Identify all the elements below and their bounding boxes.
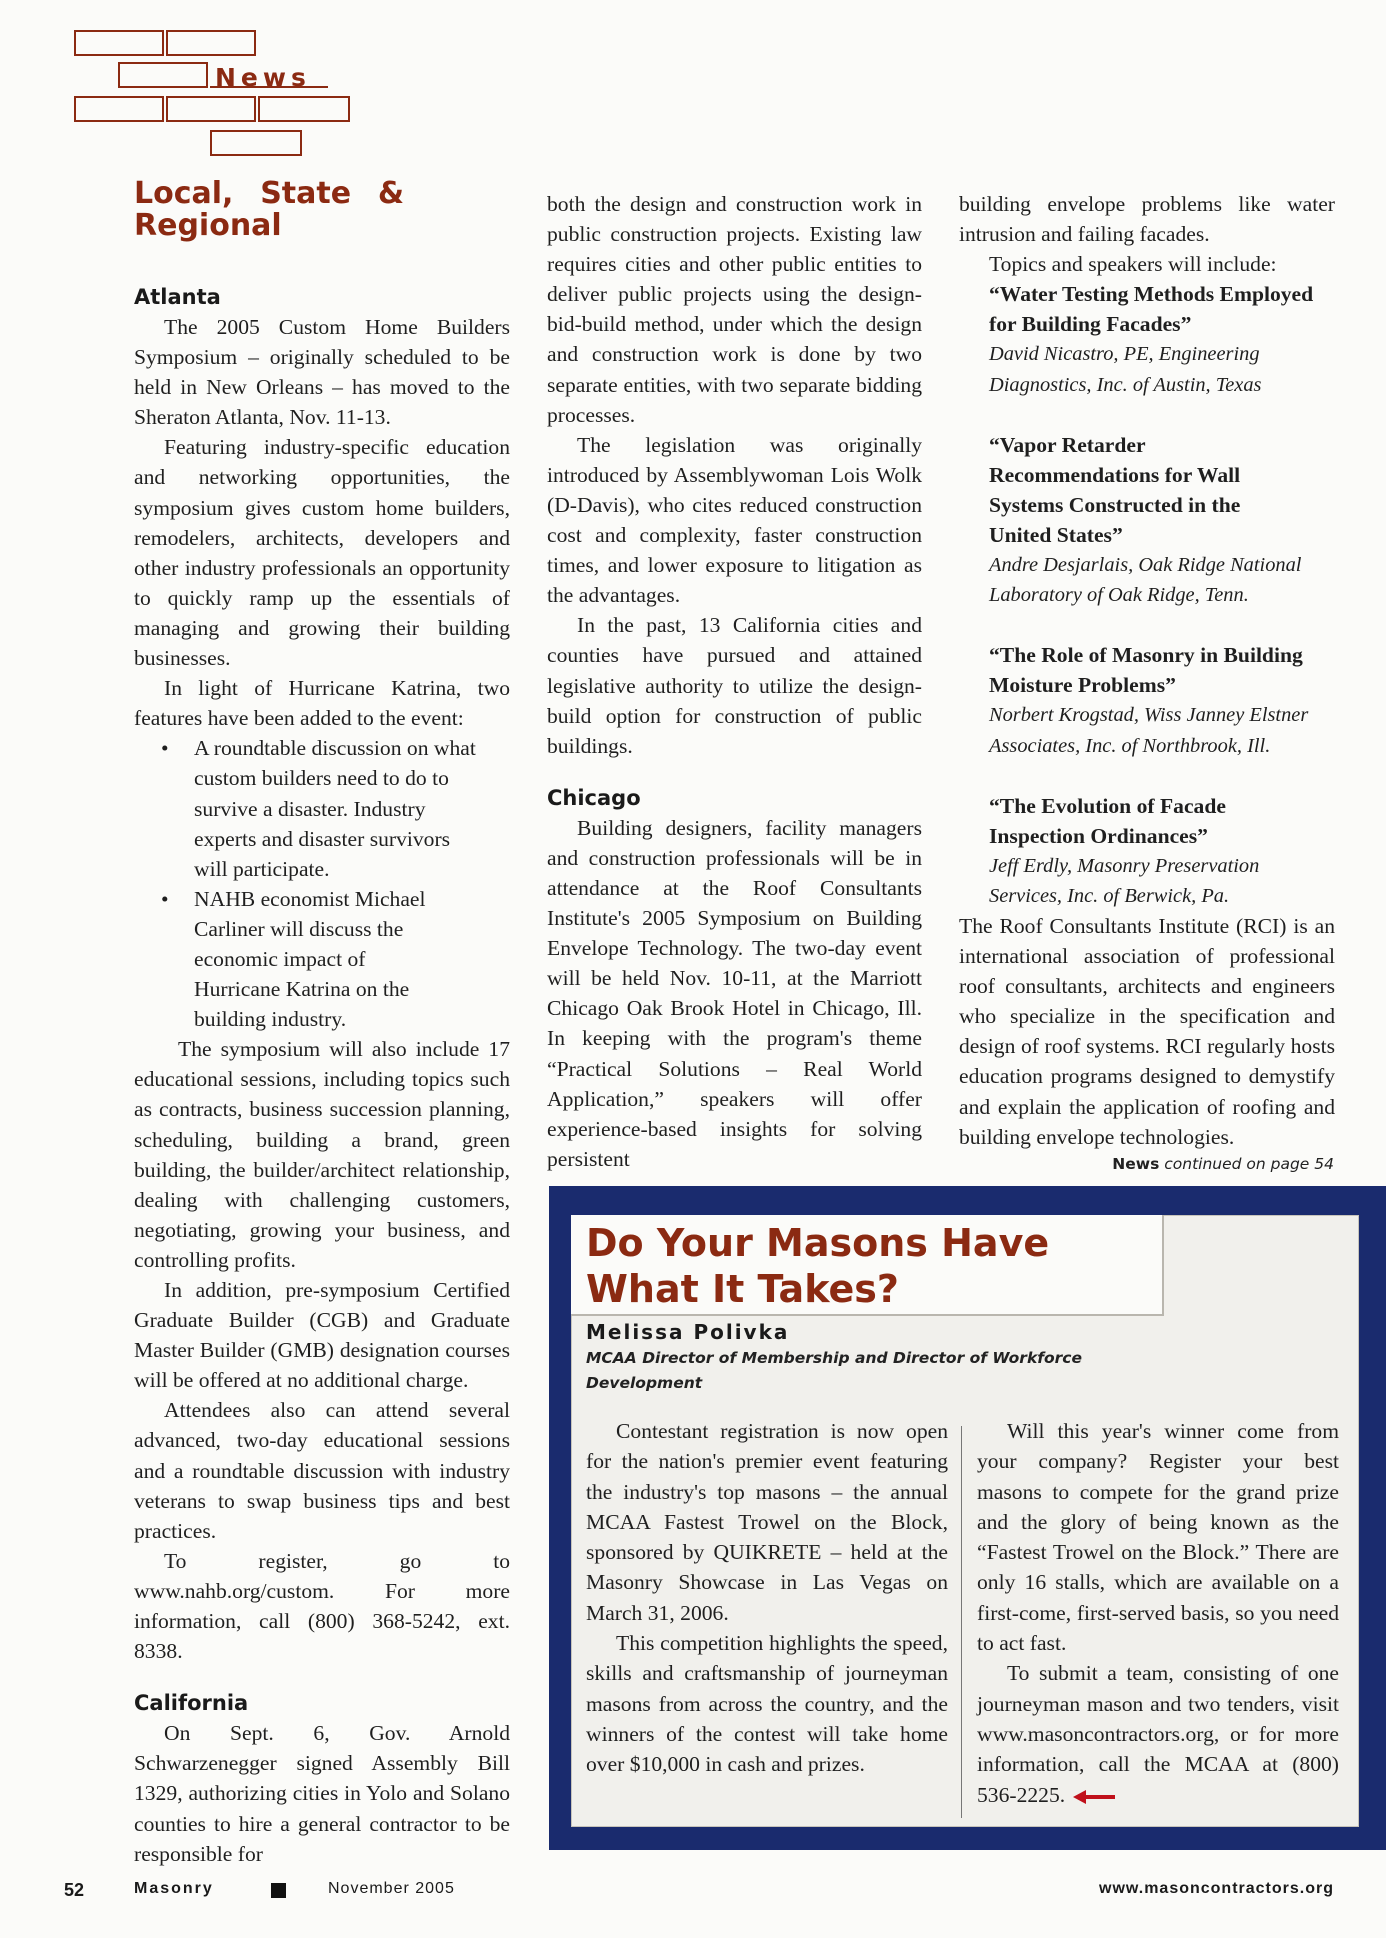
talk-item [959,791,1335,911]
talk-speaker: Andre Desjarlais, Oak Ridge National Laboratory of Oak Ridge, Tenn. [989,554,1302,607]
chicago-paragraph: building envelope problems like water intrusion and failing facades. [959,192,1335,247]
page-number: 52 [64,1880,85,1900]
talk-title: “The Role of Masonry in Building Moisture Problems” [989,643,1303,698]
arrow-left-icon [1073,1790,1115,1804]
feature-column-right [977,1416,1339,1810]
feature-title: Do Your Masons Have What It Takes? [586,1221,1050,1311]
california-paragraph: In the past, 13 California cities and counties have pursued and attained legislative authority to utilize the design-build option for construction of public buildings. [547,613,922,758]
magazine-name: Masonry [134,1880,214,1897]
talk-speaker: David Nicastro, PE, Engineering Diagnostics, Inc. of Austin, Texas [989,343,1262,396]
column-1 [134,178,510,1869]
feature-paragraph: Contestant registration is now open for the nation's premier event featuring the industry's top masons – the annual MCAA Fastest Trowel on the Block, sponsored by QUIKRETE – held at the Masonry Showcase in Las Vegas on March 31, 2006. [586,1419,948,1625]
talk-speaker: Norbert Krogstad, Wiss Janney Elstner Associates, Inc. of Northbrook, Ill. [989,704,1309,757]
chicago-heading: Chicago [547,785,641,810]
column-2 [547,189,922,1174]
feature-paragraph: This competition highlights the speed, skills and craftsmanship of journeyman masons from across the country, and the winners of the contest will take home over $10,000 in cash and prizes. [586,1631,948,1777]
talk-title: “Water Testing Methods Employed for Building Facades” [989,282,1314,337]
talk-title: “Vapor Retarder Recommendations for Wall Systems Constructed in the United States” [989,432,1241,547]
chicago-paragraph: Building designers, facility managers and construction professionals will be in attendance at the Roof Consultants Institute's 2005 Symposium on Building Envelope Technology. The two-day event will be held Nov. 10-11, at the Marriott Chicago Oak Brook Hotel in Chicago, Ill. In keeping with the program's theme “Practical Solutions – Real World Application,” speakers will offer experience-based insights for solving persistent [547,815,922,1171]
feature-author: Melissa Polivka [586,1320,790,1344]
atlanta-paragraph: The symposium will also include 17 educational sessions, including topics such as contracts, business succession planning, scheduling, building a brand, green building, the builder/architect relationship, dealing with challenging customers, negotiating, growing your business, and controlling profits. [134,1037,510,1272]
atlanta-paragraph: The 2005 Custom Home Builders Symposium – originally scheduled to be held in New Orleans – has moved to the Sheraton Atlanta, Nov. 11-13. [134,315,510,430]
talk-title: “The Evolution of Facade Inspection Ordinances” [989,793,1226,848]
atlanta-heading: Atlanta [134,285,221,309]
chicago-paragraph: The Roof Consultants Institute (RCI) is an international association of professional roof consultants, architects and engineers who specialize in the specification and design of roof systems. RCI regularly hosts education programs designed to demystify and explain the application of roofing and building envelope technologies. [959,913,1335,1149]
california-heading: California [134,1691,249,1716]
column-3 [959,189,1335,1152]
continued-label: News [1112,1155,1160,1173]
feature-column-left [586,1416,948,1780]
atlanta-paragraph: In addition, pre-symposium Certified Graduate Builder (CGB) and Graduate Master Builder (GMB) designation courses will be offered at no additional charge. [134,1278,510,1393]
feature-paragraph-last [977,1658,1339,1809]
california-paragraph: On Sept. 6, Gov. Arnold Schwarzenegger signed Assembly Bill 1329, authorizing cities in Yolo and Solano counties to hire a general contractor to be responsible for [134,1721,510,1866]
talk-item [959,279,1335,399]
california-paragraph: both the design and construction work in public construction projects. Existing law requires cities and other public entities to deliver public projects using the design-bid-build method, under which the design and construction work is done by two separate entities, with two separate bidding processes. [547,192,922,427]
atlanta-paragraph: Attendees also can attend several advanced, two-day educational sessions and a roundtable discussion with industry veterans to swap business tips and best practices. [134,1398,510,1543]
atlanta-bullet-list [134,733,510,1034]
talk-item [959,430,1335,611]
column-divider [961,1426,962,1818]
chicago-paragraph: Topics and speakers will include: [989,252,1277,277]
list-item: • NAHB economist Michael Carliner will discuss the economic impact of Hurricane Katrina on the building industry. [134,884,510,1034]
list-item: • A roundtable discussion on what custom builders need to do to survive a disaster. Industry experts and disaster survivors will participate. [134,733,510,883]
california-paragraph: The legislation was originally introduced by Assemblywoman Lois Wolk (D-Davis), who cites reduced construction cost and complexity, faster construction times, and lower exposure to litigation as the advantages. [547,432,922,608]
talk-item [959,640,1335,760]
continued-note [1112,1155,1334,1173]
feature-paragraph: Will this year's winner come from your company? Register your best masons to compete for the grand prize and the glory of being known as the “Fastest Trowel on the Block.” There are only 16 stalls, which are available on a first-come, first-served basis, so you need to act fast. [977,1419,1339,1656]
section-title: Local, State & Regional [134,176,404,243]
atlanta-paragraph: To register, go to www.nahb.org/custom. For more information, call (800) 368-5242, ext. 8338. [134,1548,510,1664]
news-section-label: News [215,63,311,92]
issue-date: November 2005 [328,1880,455,1897]
atlanta-paragraph: In light of Hurricane Katrina, two features have been added to the event: [134,676,510,731]
feature-author-role: MCAA Director of Membership and Director of Workforce Development [586,1349,1082,1392]
footer-url: www.masoncontractors.org [1099,1880,1334,1897]
talk-speaker: Jeff Erdly, Masonry Preservation Services, Inc. of Berwick, Pa. [989,854,1260,907]
square-bullet-icon [271,1883,286,1898]
atlanta-paragraph: Featuring industry-specific education and networking opportunities, the symposium gives custom home builders, remodelers, architects, developers and other industry professionals an opportunity to quickly ramp up the essentials of managing and growing their building businesses. [134,435,510,671]
continued-text: continued on page 54 [1164,1155,1334,1173]
feature-paragraph-text: To submit a team, consisting of one journeyman mason and two tenders, visit www.masoncontractors.org, or for more information, call the MCAA at (800) 536-2225. [977,1661,1339,1807]
